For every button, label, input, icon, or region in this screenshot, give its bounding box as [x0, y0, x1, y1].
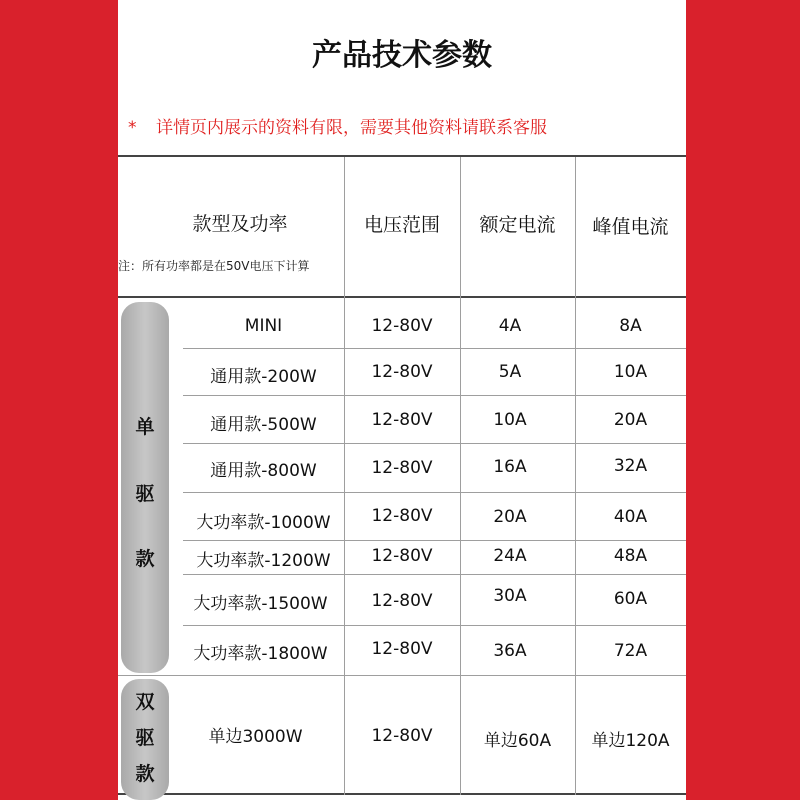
header-bottom-border	[118, 296, 686, 298]
group-divider	[118, 675, 686, 676]
voltage-cell: 12-80V	[371, 410, 433, 430]
model-cell: MINI	[244, 316, 283, 336]
voltage-cell: 12-80V	[371, 726, 433, 746]
row-divider	[183, 625, 686, 626]
header-rated-current: 额定电流	[479, 214, 556, 236]
table-bottom-border	[118, 793, 686, 795]
model-cell: 通用款-200W	[210, 367, 317, 387]
row-divider	[183, 348, 686, 349]
voltage-cell: 12-80V	[371, 506, 433, 526]
peak-cell: 单边120A	[591, 731, 670, 751]
model-cell: 大功率款-1800W	[193, 644, 328, 664]
voltage-cell: 12-80V	[371, 639, 433, 659]
row-divider	[183, 574, 686, 575]
voltage-cell: 12-80V	[371, 591, 433, 611]
model-cell: 大功率款-1500W	[193, 594, 328, 614]
model-cell: 单边3000W	[208, 727, 303, 747]
peak-cell: 72A	[613, 641, 648, 661]
model-cell: 大功率款-1200W	[196, 551, 331, 571]
group-char: 驱	[135, 727, 155, 749]
peak-cell: 10A	[613, 362, 648, 382]
voltage-cell: 12-80V	[371, 316, 433, 336]
group-char: 驱	[135, 483, 155, 505]
table-top-border	[118, 155, 686, 157]
header-voltage: 电压范围	[363, 214, 440, 236]
model-cell: 通用款-500W	[210, 415, 317, 435]
rated-cell: 30A	[493, 586, 527, 606]
voltage-cell: 12-80V	[371, 546, 433, 566]
peak-cell: 32A	[613, 456, 648, 476]
voltage-cell: 12-80V	[371, 458, 433, 478]
rated-cell: 单边60A	[483, 731, 552, 751]
group-char: 双	[135, 691, 155, 713]
row-divider	[183, 395, 686, 396]
notice-star: *	[128, 118, 137, 138]
peak-cell: 60A	[613, 589, 648, 609]
rated-cell: 24A	[493, 546, 527, 566]
peak-cell: 40A	[613, 507, 648, 527]
rated-cell: 5A	[498, 362, 522, 382]
group-char: 款	[135, 763, 155, 785]
notice-text: 详情页内展示的资料有限，需要其他资料请联系客服	[156, 118, 547, 138]
row-divider	[183, 443, 686, 444]
header-peak-current: 峰值电流	[592, 216, 669, 238]
header-model: 款型及功率	[192, 213, 288, 235]
peak-cell: 48A	[613, 546, 648, 566]
row-divider	[183, 540, 686, 541]
column-divider-peak	[575, 157, 576, 795]
model-cell: 大功率款-1000W	[196, 513, 331, 533]
row-divider	[183, 492, 686, 493]
notice-line	[128, 113, 686, 138]
rated-cell: 10A	[493, 410, 527, 430]
group-char: 单	[135, 416, 155, 438]
group-char: 款	[135, 548, 155, 570]
peak-cell: 20A	[613, 410, 648, 430]
rated-cell: 4A	[498, 316, 522, 336]
header-model-note: 注：所有功率都是在50V电压下计算	[118, 259, 310, 273]
peak-cell: 8A	[619, 316, 642, 336]
model-cell: 通用款-800W	[210, 461, 317, 481]
page-title: 产品技术参数	[312, 38, 492, 73]
voltage-cell: 12-80V	[371, 362, 433, 382]
rated-cell: 20A	[493, 507, 527, 527]
rated-cell: 16A	[493, 457, 527, 477]
rated-cell: 36A	[493, 641, 527, 661]
